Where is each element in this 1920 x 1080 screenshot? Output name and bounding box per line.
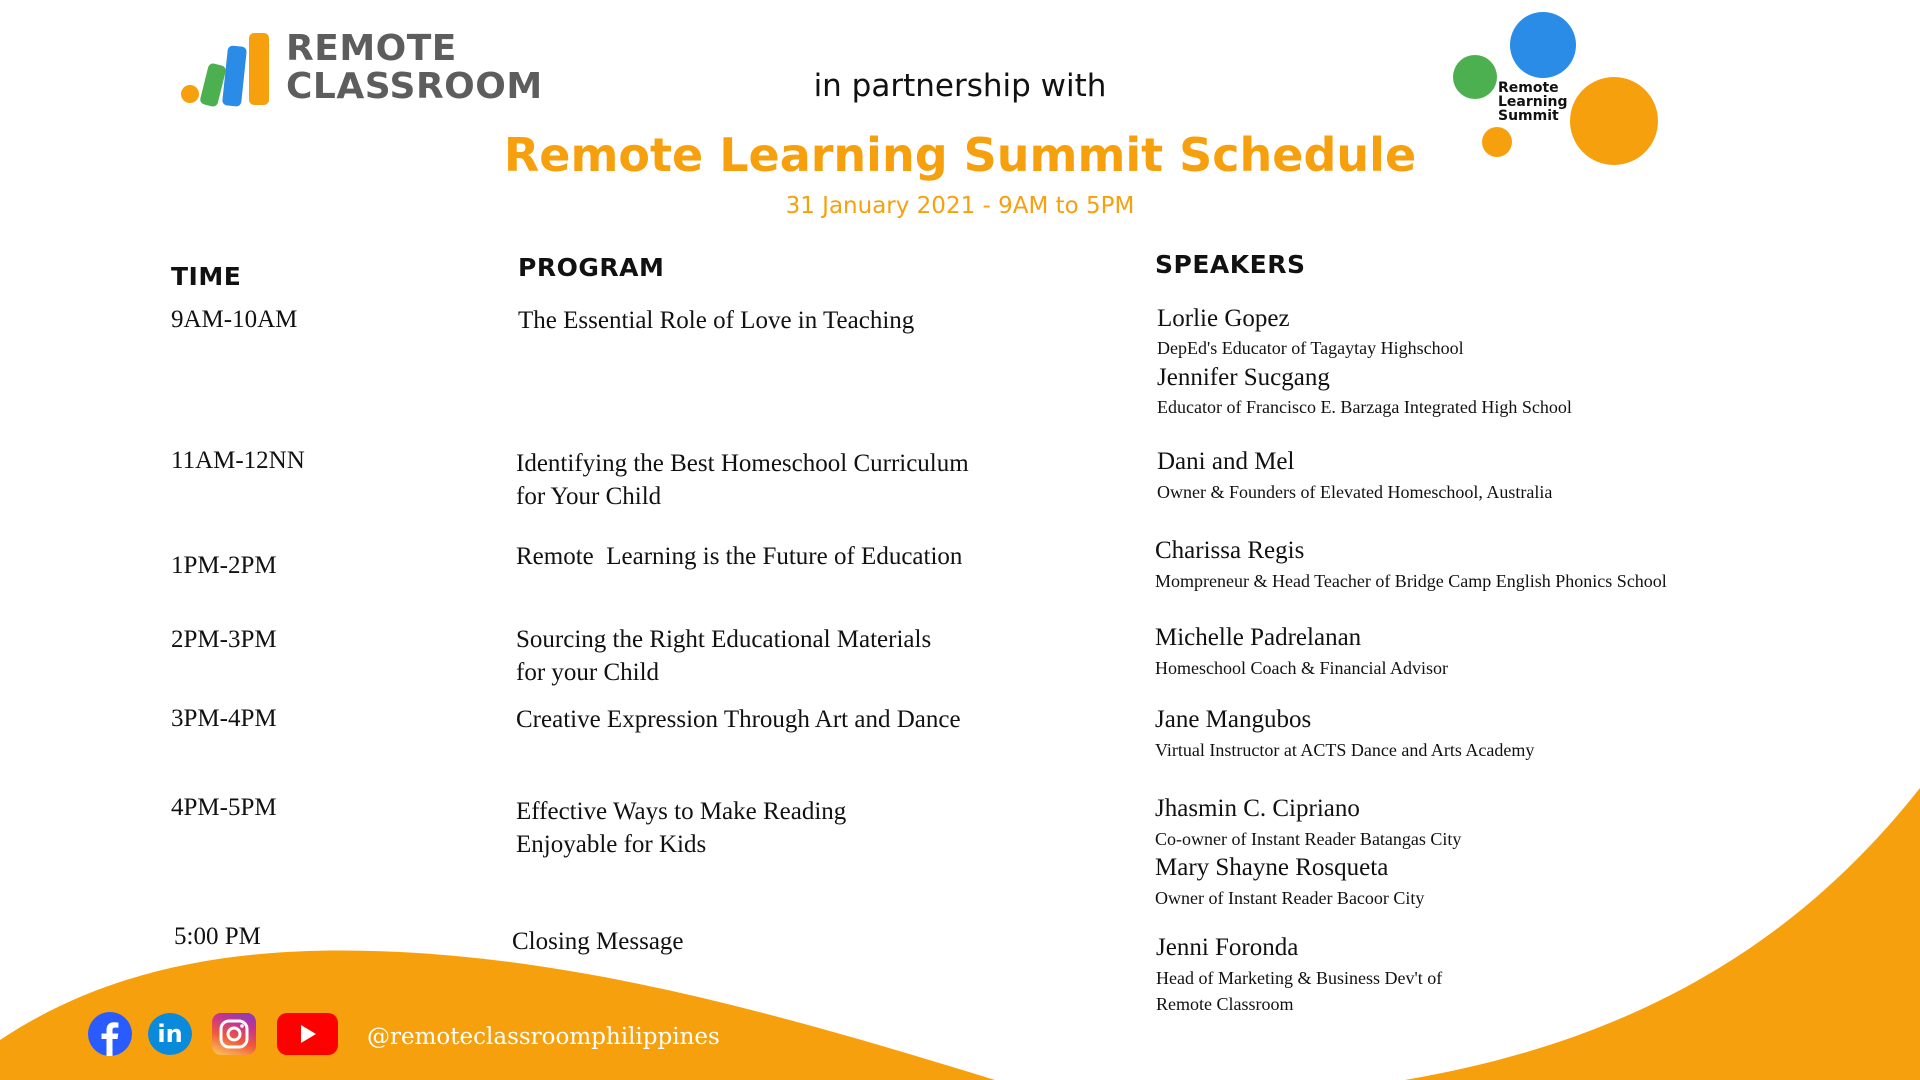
row-time: 1PM-2PM <box>171 552 277 579</box>
row-time: 3PM-4PM <box>171 705 277 732</box>
column-header-program: PROGRAM <box>518 253 665 282</box>
speaker-role: Homeschool Coach & Financial Advisor <box>1155 658 1448 678</box>
remote-classroom-logo <box>180 28 543 108</box>
bar-chart-logo-icon <box>180 28 275 108</box>
speaker-name: Dani and Mel <box>1157 448 1295 475</box>
speaker-name: Charissa Regis <box>1155 537 1305 564</box>
speaker-name: Lorlie Gopez <box>1157 305 1290 332</box>
event-date: 31 January 2021 - 9AM to 5PM <box>785 193 1135 219</box>
speaker-role: DepEd's Educator of Tagaytay Highschool <box>1157 338 1464 358</box>
facebook-icon[interactable] <box>88 1013 132 1055</box>
speaker-role: Owner & Founders of Elevated Homeschool, Australia <box>1157 482 1553 502</box>
row-time: 9AM-10AM <box>171 306 298 333</box>
row-time: 4PM-5PM <box>171 794 277 821</box>
linkedin-icon[interactable] <box>148 1013 192 1055</box>
social-handle[interactable]: @remoteclassroomphilippines <box>367 1024 720 1050</box>
row-time: 2PM-3PM <box>171 626 277 653</box>
row-program: Closing Message <box>512 928 684 955</box>
rls-logo-line: Summit <box>1498 108 1559 124</box>
row-time: 11AM-12NN <box>171 447 305 474</box>
instagram-icon[interactable] <box>212 1013 256 1055</box>
speaker-name: Mary Shayne Rosqueta <box>1155 854 1389 881</box>
row-program: for your Child <box>516 659 660 686</box>
column-header-speakers: SPEAKERS <box>1155 250 1306 279</box>
partnership-text: in partnership with <box>813 68 1107 104</box>
row-program: Identifying the Best Homeschool Curriculum <box>516 450 969 477</box>
speaker-name: Michelle Padrelanan <box>1155 624 1362 651</box>
row-program: Enjoyable for Kids <box>516 831 707 858</box>
speaker-role: Educator of Francisco E. Barzaga Integrated High School <box>1157 397 1572 417</box>
speaker-role: Head of Marketing & Business Dev't of <box>1156 968 1443 988</box>
page-title: Remote Learning Summit Schedule <box>503 128 1417 182</box>
speaker-role: Mompreneur & Head Teacher of Bridge Camp English Phonics School <box>1155 571 1667 591</box>
row-program: Sourcing the Right Educational Materials <box>516 626 932 653</box>
row-program: Creative Expression Through Art and Dance <box>516 706 961 733</box>
speaker-name: Jennifer Sucgang <box>1157 364 1330 391</box>
row-program: The Essential Role of Love in Teaching <box>518 307 915 334</box>
linkedin-glyph: in <box>157 1020 183 1048</box>
rls-logo-line: Remote <box>1498 80 1559 96</box>
speaker-name: Jenni Foronda <box>1156 934 1299 961</box>
row-program: for Your Child <box>516 483 662 510</box>
speaker-role: Co-owner of Instant Reader Batangas City <box>1155 829 1462 849</box>
speaker-role: Owner of Instant Reader Bacoor City <box>1155 888 1425 908</box>
logo-text-remote: REMOTE <box>286 28 457 69</box>
speaker-role: Remote Classroom <box>1156 994 1294 1014</box>
youtube-icon[interactable] <box>277 1013 338 1055</box>
speaker-name: Jane Mangubos <box>1155 706 1312 733</box>
logo-text-classroom: CLASSROOM <box>286 66 543 107</box>
row-time: 5:00 PM <box>174 923 261 950</box>
row-program: Effective Ways to Make Reading <box>516 798 847 825</box>
speaker-role: Virtual Instructor at ACTS Dance and Arts Academy <box>1155 740 1535 760</box>
row-program: Remote Learning is the Future of Education <box>516 543 963 570</box>
rls-logo-line: Learning <box>1498 94 1568 110</box>
column-header-time: TIME <box>171 262 242 291</box>
speaker-name: Jhasmin C. Cipriano <box>1155 795 1360 822</box>
remote-learning-summit-logo <box>1440 0 1680 180</box>
